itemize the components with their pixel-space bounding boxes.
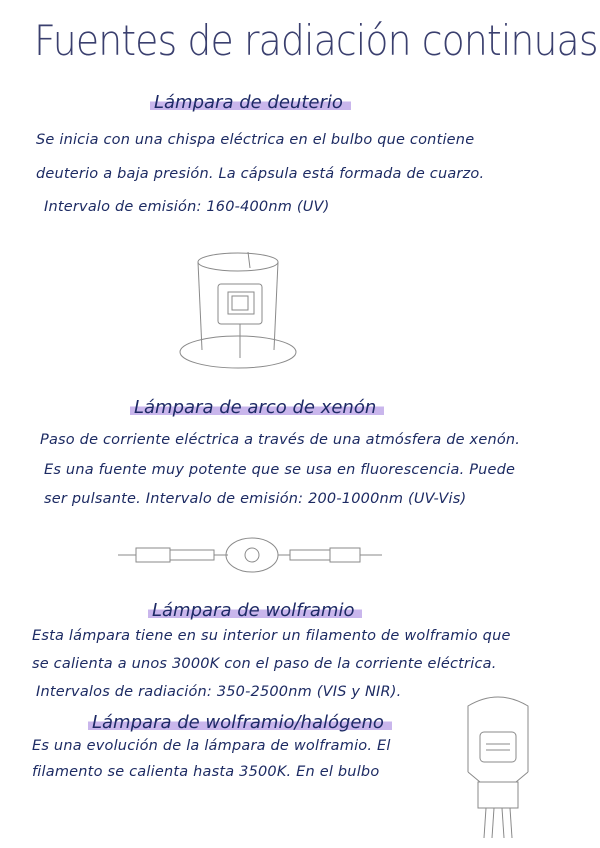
section-heading-wolframio: Lámpara de wolframio	[148, 600, 362, 621]
text-line: Se inicia con una chispa eléctrica en el bulbo que contiene	[36, 132, 475, 148]
text-line: filamento se calienta hasta 3500K. En el bulbo	[32, 764, 380, 780]
xenon-lamp-sketch	[118, 530, 388, 580]
page-title: Fuentes de radiación continuas	[34, 16, 598, 65]
section-heading-halogeno: Lámpara de wolframio/halógeno	[88, 712, 392, 733]
section-heading-xenon: Lámpara de arco de xenón	[130, 397, 384, 418]
text-line: se calienta a unos 3000K con el paso de la corriente eléctrica.	[32, 656, 497, 672]
text-line: deuterio a baja presión. La cápsula está formada de cuarzo.	[36, 166, 485, 182]
section-heading-deuterio: Lámpara de deuterio	[150, 92, 351, 113]
text-line: Es una evolución de la lámpara de wolframio. El	[32, 738, 391, 754]
text-line: Intervalos de radiación: 350-2500nm (VIS y NIR).	[36, 684, 402, 700]
text-line: Es una fuente muy potente que se usa en fluorescencia. Puede	[44, 462, 516, 478]
text-line: Esta lámpara tiene en su interior un filamento de wolframio que	[32, 628, 511, 644]
text-line: Paso de corriente eléctrica a través de una atmósfera de xenón.	[40, 432, 521, 448]
text-line: ser pulsante. Intervalo de emisión: 200-1000nm (UV-Vis)	[44, 491, 467, 507]
text-line: Intervalo de emisión: 160-400nm (UV)	[44, 199, 330, 215]
halogen-lamp-sketch	[458, 692, 538, 842]
deuterium-lamp-sketch	[170, 240, 310, 380]
